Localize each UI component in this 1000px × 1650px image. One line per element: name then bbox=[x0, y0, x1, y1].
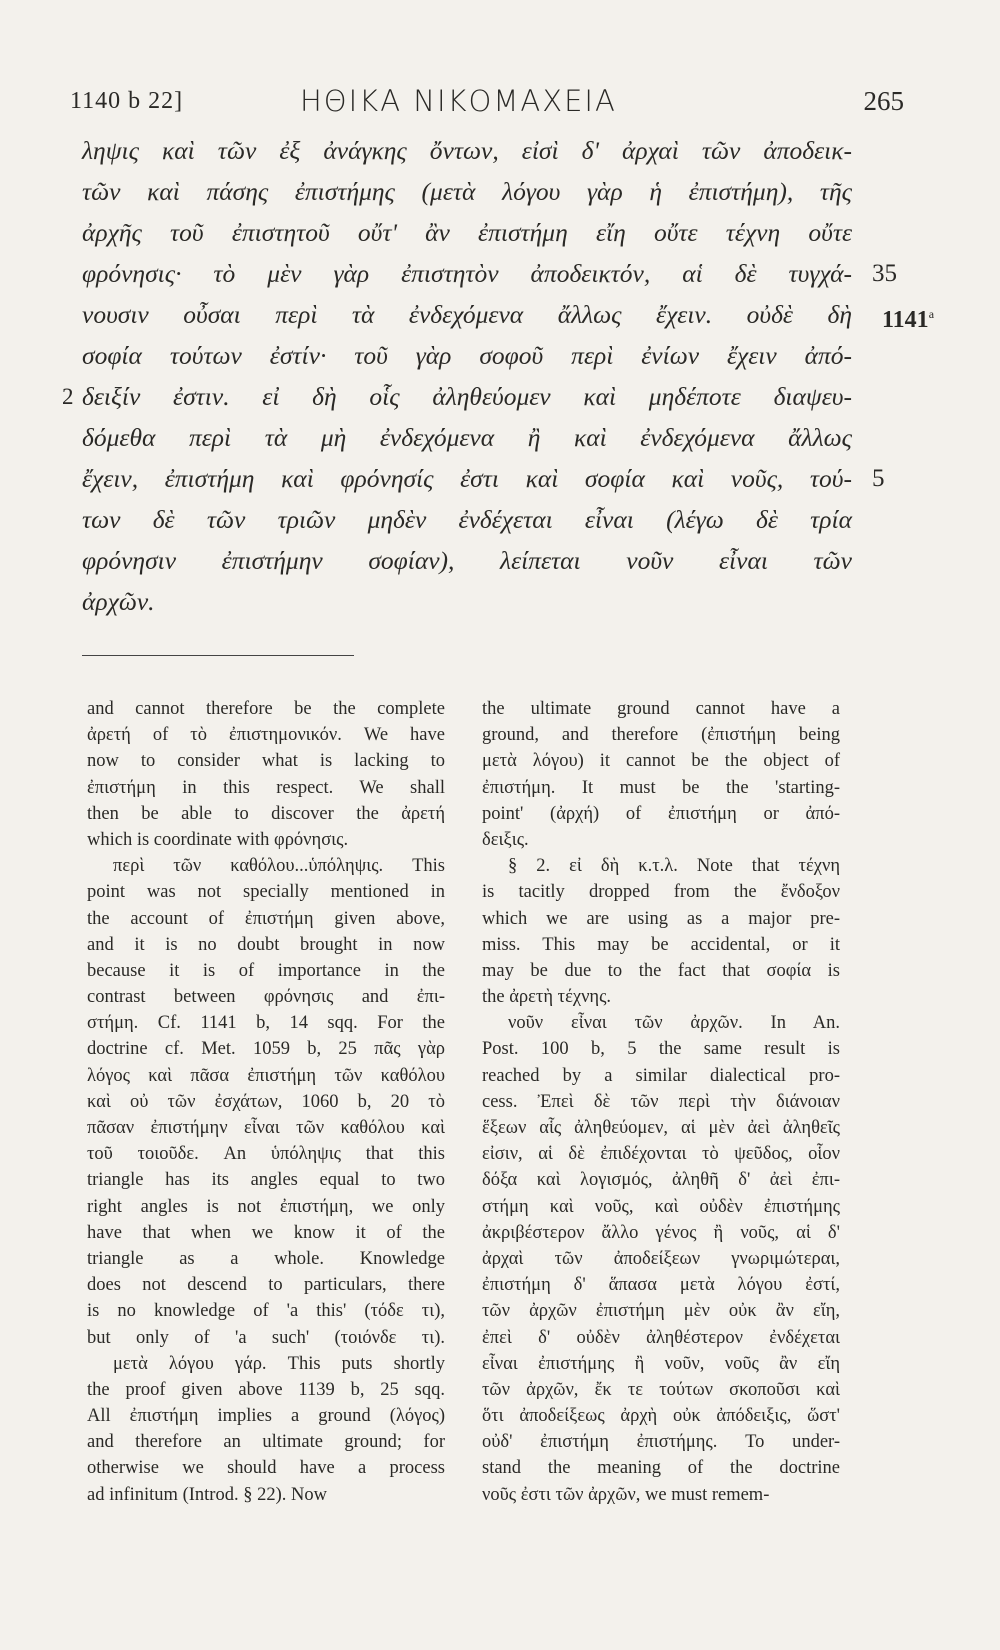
line-number-5: 5 bbox=[872, 465, 885, 492]
commentary-line: reached by a similar dialectical pro- bbox=[482, 1065, 840, 1086]
commentary-line: οὐδ' ἐπιστήμη ἐπιστήμης. To under- bbox=[482, 1432, 840, 1453]
commentary-line: otherwise we should have a process bbox=[87, 1458, 445, 1479]
commentary-line: ground, and therefore (ἐπιστήμη being bbox=[482, 725, 840, 746]
commentary-line: εἶναι ἐπιστήμης ἢ νοῦν, νοῦς ἂν εἴη bbox=[482, 1353, 840, 1374]
commentary-line: νοῦς ἐστι τῶν ἀρχῶν, we must remem- bbox=[482, 1484, 770, 1505]
commentary-line: the account of ἐπιστήμη given above, bbox=[87, 908, 445, 929]
commentary-line: contrast between φρόνησις and ἐπι- bbox=[87, 987, 445, 1008]
commentary-line: στήμη. Cf. 1141 b, 14 sqq. For the bbox=[87, 1013, 445, 1034]
commentary-line: § 2. εἰ δὴ κ.τ.λ. Note that τέχνη bbox=[508, 856, 840, 877]
greek-line-text: δειξίν ἐστιν. εἰ δὴ οἷς ἀληθεύομεν καὶ μηδέποτε διαψευ- bbox=[82, 382, 852, 411]
greek-line: των δὲ τῶν τριῶν μηδὲν ἐνδέχεται εἶναι (λέγω δὲ τρία bbox=[82, 505, 852, 534]
commentary-right-column bbox=[482, 696, 840, 1508]
commentary-line: but only of 'a such' (τοιόνδε τι). bbox=[87, 1327, 445, 1348]
footnote-divider bbox=[82, 655, 354, 656]
page-number: 265 bbox=[863, 86, 904, 116]
commentary-line: ad infinitum (Introd. § 22). Now bbox=[87, 1484, 327, 1505]
greek-line-35 bbox=[82, 253, 897, 294]
greek-line: δόμεθα περὶ τὰ μὴ ἐνδεχόμενα ἢ καὶ ἐνδεχόμενα ἄλλως bbox=[82, 423, 852, 452]
commentary-line: now to consider what is lacking to bbox=[87, 751, 445, 772]
commentary-line: ἐπιστήμη. It must be the 'starting- bbox=[482, 777, 840, 798]
greek-line: ἀρχῶν. bbox=[82, 587, 155, 616]
section-number-2: 2 bbox=[62, 384, 74, 409]
greek-line: φρόνησιν ἐπιστήμην σοφίαν), λείπεται νοῦν εἶναι τῶν bbox=[82, 546, 852, 575]
greek-line: ἀρχῆς τοῦ ἐπιστητοῦ οὔτ' ἂν ἐπιστήμη εἴη οὔτε τέχνη οὔτε bbox=[82, 218, 852, 247]
commentary-line: πᾶσαν ἐπιστήμην εἶναι τῶν καθόλου καὶ bbox=[87, 1118, 445, 1138]
commentary-line: and therefore an ultimate ground; for bbox=[87, 1432, 445, 1453]
commentary-line: is tacitly dropped from the ἔνδοξον bbox=[482, 882, 840, 903]
commentary-line: Post. 100 b, 5 the same result is bbox=[482, 1039, 840, 1060]
commentary-line: νοῦν εἶναι τῶν ἀρχῶν. In An. bbox=[508, 1013, 840, 1034]
running-header bbox=[70, 82, 920, 118]
commentary-line: miss. This may be accidental, or it bbox=[482, 934, 840, 955]
commentary-line: point' (ἀρχή) of ἐπιστήμη or ἀπό- bbox=[482, 803, 840, 824]
commentary-line: δειξις. bbox=[482, 829, 529, 850]
commentary-line: triangle has its angles equal to two bbox=[87, 1170, 445, 1191]
commentary-line: καὶ οὐ τῶν ἐσχάτων, 1060 b, 20 τὸ bbox=[87, 1091, 445, 1112]
book-title: ΗΘΙΚΑ ΝΙΚΟΜΑΧΕΙΑ bbox=[300, 84, 617, 118]
commentary-line: have that when we know it of the bbox=[87, 1222, 445, 1243]
greek-line: ληψις καὶ τῶν ἐξ ἀνάγκης ὄντων, εἰσὶ δ' ἀρχαὶ τῶν ἀποδεικ- bbox=[82, 136, 852, 165]
commentary-line: λόγος καὶ πᾶσα ἐπιστήμη τῶν καθόλου bbox=[87, 1065, 445, 1086]
commentary-line: point was not specially mentioned in bbox=[87, 882, 445, 903]
greek-line-text: ἔχειν, ἐπιστήμη καὶ φρόνησίς ἐστι καὶ σοφία καὶ νοῦς, τού- bbox=[82, 464, 852, 493]
commentary-line: doctrine cf. Met. 1059 b, 25 πᾶς γὰρ bbox=[87, 1039, 445, 1060]
greek-line: τῶν καὶ πάσης ἐπιστήμης (μετὰ λόγου γὰρ ἡ ἐπιστήμη), τῆς bbox=[82, 177, 852, 206]
commentary-line: ἀρετή of τὸ ἐπιστημονικόν. We have bbox=[87, 725, 445, 746]
greek-line-text: φρόνησις· τὸ μὲν γὰρ ἐπιστητὸν ἀποδεικτόν, αἱ δὲ τυγχά- bbox=[82, 259, 852, 288]
commentary-line: στήμη καὶ νοῦς, καὶ οὐδὲν ἐπιστήμης bbox=[482, 1196, 840, 1217]
greek-line: σοφία τούτων ἐστίν· τοῦ γὰρ σοφοῦ περὶ ἐνίων ἔχειν ἀπό- bbox=[82, 341, 852, 370]
commentary-line: All ἐπιστήμη implies a ground (λόγος) bbox=[87, 1406, 445, 1427]
greek-line-5 bbox=[82, 458, 885, 499]
commentary-line: stand the meaning of the doctrine bbox=[482, 1458, 840, 1479]
commentary-line: the ultimate ground cannot have a bbox=[482, 699, 840, 719]
bekker-range: 1140 b 22] bbox=[70, 88, 184, 114]
commentary-line: does not descend to particulars, there bbox=[87, 1275, 445, 1296]
commentary-line: ἕξεων αἷς ἀληθεύομεν, αἱ μὲν ἀεὶ ἀληθεῖς bbox=[482, 1118, 840, 1138]
commentary-line: μετὰ λόγου γάρ. This puts shortly bbox=[113, 1353, 445, 1374]
commentary-line: τῶν ἀρχῶν ἐπιστήμη μὲν οὐκ ἂν εἴη, bbox=[482, 1301, 840, 1322]
commentary-line: δόξα καὶ λογισμός, ἀληθῆ δ' ἀεὶ ἐπι- bbox=[482, 1170, 840, 1191]
commentary-line: and it is no doubt brought in now bbox=[87, 934, 445, 955]
commentary-line: cess. Ἐπεὶ δὲ τῶν περὶ τὴν διάνοιαν bbox=[482, 1091, 840, 1112]
bekker-reference: 1141$^a$ bbox=[882, 307, 935, 333]
commentary-line: the ἀρετὴ τέχνης. bbox=[482, 987, 612, 1008]
commentary-line: εἰσιν, αἱ δὲ ἐπιδέχονται τὸ ψεῦδος, οἷον bbox=[482, 1144, 840, 1165]
commentary-line: the proof given above 1139 b, 25 sqq. bbox=[87, 1379, 445, 1400]
commentary-line: ἐπεὶ δ' οὐδὲν ἀληθέστερον ἐνδέχεται bbox=[482, 1327, 840, 1348]
greek-text-block bbox=[62, 130, 935, 622]
commentary-line: is no knowledge of 'a this' (τόδε τι), bbox=[87, 1301, 445, 1322]
line-number-35: 35 bbox=[872, 260, 897, 287]
commentary-line: which is coordinate with φρόνησις. bbox=[87, 829, 349, 850]
commentary-line: ἐπιστήμη δ' ἅπασα μετὰ λόγου ἐστί, bbox=[482, 1275, 840, 1296]
greek-line-text: νουσιν οὖσαι περὶ τὰ ἐνδεχόμενα ἄλλως ἔχειν. οὐδὲ δὴ bbox=[82, 300, 852, 329]
commentary-line: right angles is not ἐπιστήμη, we only bbox=[87, 1196, 445, 1217]
commentary-line: ἐπιστήμη in this respect. We shall bbox=[87, 777, 445, 798]
commentary-line: triangle as a whole. Knowledge bbox=[87, 1248, 445, 1269]
commentary-line: τοῦ τοιοῦδε. An ὑπόληψις that this bbox=[87, 1144, 445, 1165]
commentary-line: ἀκριβέστερον ἄλλο γένος ἢ νοῦς, αἱ δ' bbox=[482, 1222, 840, 1243]
commentary-line: then be able to discover the ἀρετή bbox=[87, 803, 445, 824]
greek-line-bekker bbox=[82, 294, 935, 335]
commentary-line: because it is of importance in the bbox=[87, 960, 445, 981]
commentary-line: περὶ τῶν καθόλου...ὑπόληψις. This bbox=[113, 856, 445, 877]
commentary-line: and cannot therefore be the complete bbox=[87, 699, 445, 719]
commentary-left-column bbox=[87, 696, 445, 1508]
commentary-line: τῶν ἀρχῶν, ἔκ τε τούτων σκοποῦσι καὶ bbox=[482, 1379, 840, 1400]
commentary-line: ἀρχαὶ τῶν ἀποδείξεων γνωριμώτεραι, bbox=[482, 1248, 840, 1269]
commentary-line: which we are using as a major pre- bbox=[482, 908, 840, 929]
commentary-line: may be due to the fact that σοφία is bbox=[482, 960, 840, 981]
commentary-line: ὅτι ἀποδείξεως ἀρχὴ οὐκ ἀπόδειξις, ὥστ' bbox=[482, 1406, 840, 1427]
commentary-line: μετὰ λόγου) it cannot be the object of bbox=[482, 751, 840, 772]
greek-line-section-2 bbox=[62, 376, 852, 417]
